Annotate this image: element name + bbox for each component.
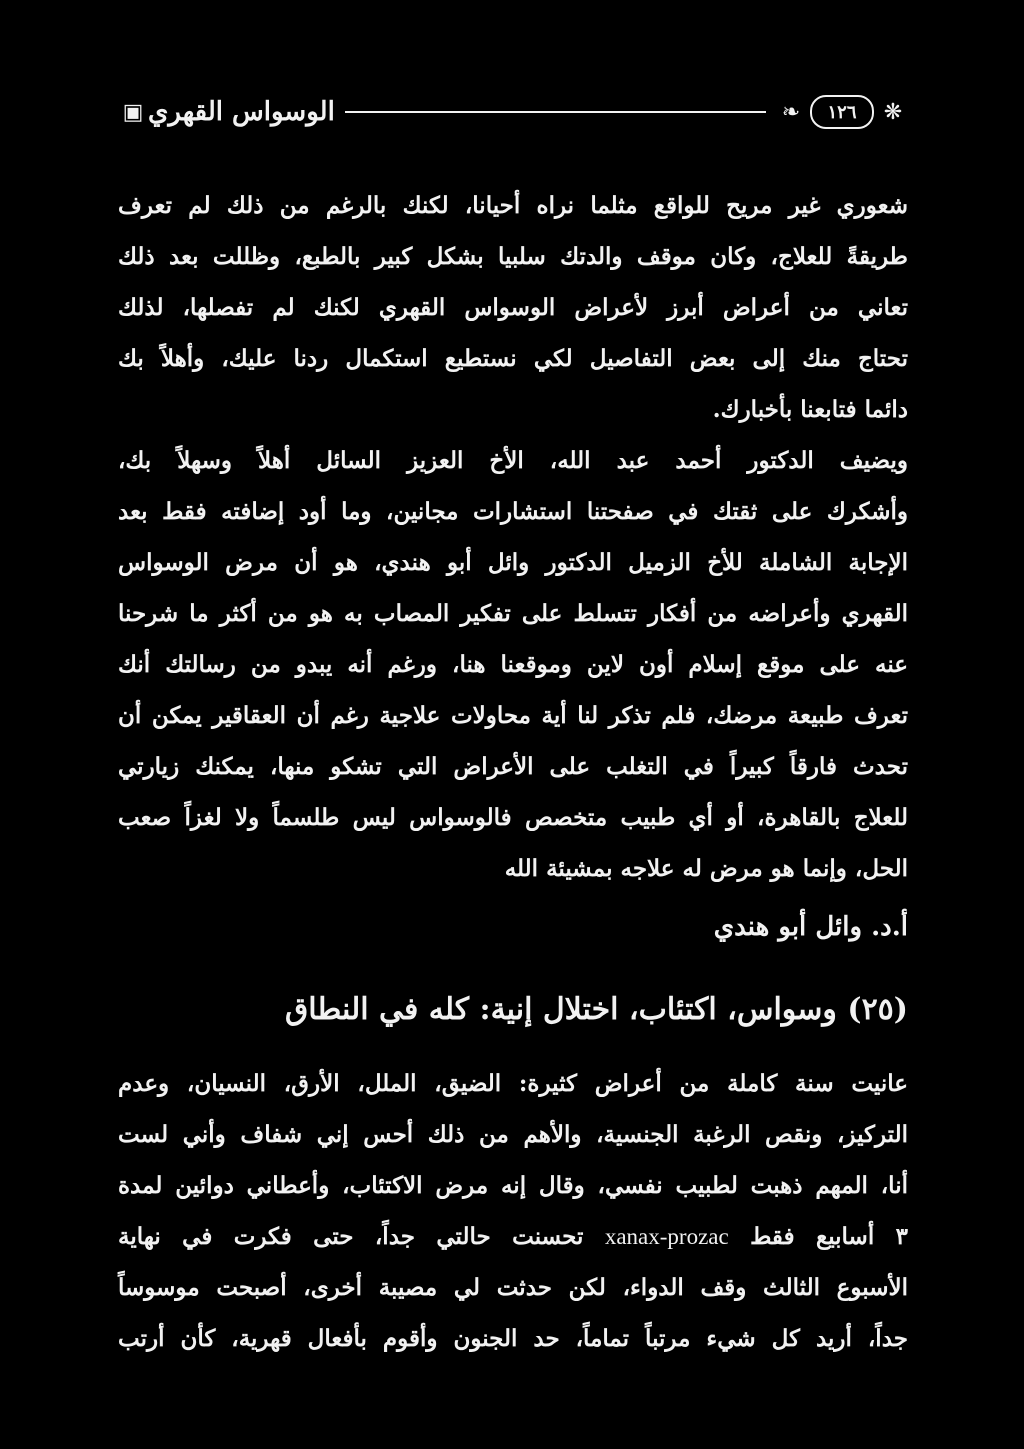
text-line: تعرف طبيعة مرضك، فلم تذكر لنا أية محاولات علاجية رغم أن العقاقير يمكن أن <box>118 702 908 729</box>
text-line: تعاني من أعراض أبرز لأعراض الوسواس القهري لكنك لم تفصلها، لذلك <box>118 294 908 321</box>
text-line: القهري وأعراضه من أفكار تتسلط على تفكير المصاب به هو من أكثر ما شرحنا <box>118 600 908 627</box>
text-line: دائما فتابعنا بأخبارك. <box>712 396 908 423</box>
text-line: التركيز، ونقص الرغبة الجنسية، والأهم من ذلك أحس إني شفاف وأني لست <box>118 1121 908 1148</box>
text-line: الأسبوع الثالث وقف الدواء، لكن حدثت لي مصيبة أخرى، أصبحت موسوساً <box>118 1274 908 1301</box>
text-line: تحدث فارقاً كبيراً في التغلب على الأعراض التي تشكو منها، يمكنك زيارتي <box>118 753 908 780</box>
section-heading: (٢٥) وسواس، اكتئاب، اختلال إنية: كله في النطاق <box>284 992 908 1027</box>
text-line: وأشكرك على ثقتك في صفحتنا استشارات مجانين، وما أود إضافته فقط بعد <box>118 498 908 525</box>
answer-paragraph <box>118 180 908 435</box>
text-line: أنا، المهم ذهبت لطبيب نفسي، وقال إنه مرض الاكتئاب، وأعطاني دوائين لمدة <box>118 1172 908 1199</box>
running-header <box>118 88 908 136</box>
text-line: عنه على موقع إسلام أون لاين وموقعنا هنا، ورغم أنه يبدو من رسالتك أنك <box>118 651 908 678</box>
text-line: جداً، أريد كل شيء مرتباً تماماً، حد الجنون وأقوم بأفعال قهرية، كأن أرتب <box>118 1325 908 1352</box>
arabesque-ornament-icon: ❋ <box>883 99 903 125</box>
drug-name: xanax-prozac <box>604 1224 729 1249</box>
book-icon: ▣ <box>122 99 144 125</box>
text-line: عانيت سنة كاملة من أعراض كثيرة: الضيق، الملل، الأرق، النسيان، وعدم <box>118 1070 908 1097</box>
book-title: الوسواس القهري <box>148 97 335 127</box>
text-line: ٣ أسابيع فقط xanax-prozac تحسنت حالتي جداً، حتى فكرت في نهاية <box>118 1223 908 1250</box>
text-line: للعلاج بالقاهرة، أو أي طبيب متخصص فالوسواس ليس طلسماً ولا لغزاً صعب <box>118 804 908 831</box>
book-page <box>118 88 908 1408</box>
header-rule <box>345 111 766 113</box>
text-line: الحل، وإنما هو مرض له علاجه بمشيئة الله <box>504 855 908 882</box>
scroll-ornament-icon: ❧ <box>781 99 801 125</box>
question-paragraph <box>118 1058 908 1364</box>
author-signature: أ.د. وائل أبو هندي <box>713 912 908 942</box>
text-line: ويضيف الدكتور أحمد عبد الله، الأخ العزيز السائل أهلاً وسهلاً بك، <box>118 447 908 474</box>
text-line: شعوري غير مريح للواقع مثلما نراه أحيانا، لكنك بالرغم من ذلك لم تعرف <box>118 192 908 219</box>
text-line: تحتاج منك إلى بعض التفاصيل لكي نستطيع استكمال ردنا عليك، وأهلاً بك <box>118 345 908 372</box>
text-line: الإجابة الشاملة للأخ الزميل الدكتور وائل أبو هندي، هو أن مرض الوسواس <box>118 549 908 576</box>
closing-paragraph <box>118 435 908 894</box>
page-number: ١٢٦ <box>810 95 874 129</box>
text-line: طريقةً للعلاج، وكان موقف والدتك سلبيا بشكل كبير بالطبع، وظللت بعد ذلك <box>118 243 908 270</box>
